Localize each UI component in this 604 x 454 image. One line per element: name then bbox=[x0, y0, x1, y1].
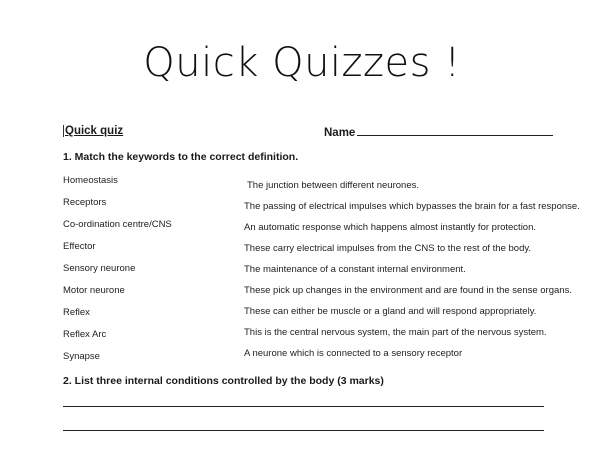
keyword-item: Co-ordination centre/CNS bbox=[63, 219, 172, 230]
keyword-item: Reflex Arc bbox=[63, 329, 107, 340]
answer-line[interactable] bbox=[63, 430, 544, 431]
keyword-item: Motor neurone bbox=[63, 285, 125, 296]
definition-item: A neurone which is connected to a sensory receptor bbox=[244, 348, 463, 359]
quiz-label: Quick quiz bbox=[65, 125, 124, 137]
keyword-item: Sensory neurone bbox=[63, 263, 136, 274]
keyword-item: Reflex bbox=[63, 307, 90, 318]
name-blank-line bbox=[357, 125, 553, 136]
definition-item: The junction between different neurones. bbox=[247, 180, 419, 191]
definition-item: This is the central nervous system, the main part of the nervous system. bbox=[244, 327, 547, 338]
name-label: Name bbox=[324, 127, 356, 139]
definition-item: These pick up changes in the environment and are found in the sense organs. bbox=[244, 285, 572, 296]
definition-item: The maintenance of a constant internal environment. bbox=[244, 264, 466, 275]
definition-item: These carry electrical impulses from the CNS to the rest of the body. bbox=[244, 243, 532, 254]
keyword-item: Effector bbox=[63, 241, 96, 252]
question-1-heading: 1. Match the keywords to the correct definition. bbox=[63, 151, 299, 163]
name-field bbox=[324, 125, 553, 139]
definition-item: An automatic response which happens almost instantly for protection. bbox=[244, 222, 537, 233]
keyword-item: Synapse bbox=[63, 351, 100, 362]
question-2-heading: 2. List three internal conditions controlled by the body (3 marks) bbox=[63, 375, 384, 387]
keyword-item: Receptors bbox=[63, 197, 107, 208]
definition-item: These can either be muscle or a gland and will respond appropriately. bbox=[244, 306, 537, 317]
definition-item: The passing of electrical impulses which bypasses the brain for a fast response. bbox=[244, 201, 580, 212]
answer-line[interactable] bbox=[63, 406, 544, 407]
keyword-item: Homeostasis bbox=[63, 175, 118, 186]
slide-title: Quick Quizzes ! bbox=[143, 40, 461, 86]
